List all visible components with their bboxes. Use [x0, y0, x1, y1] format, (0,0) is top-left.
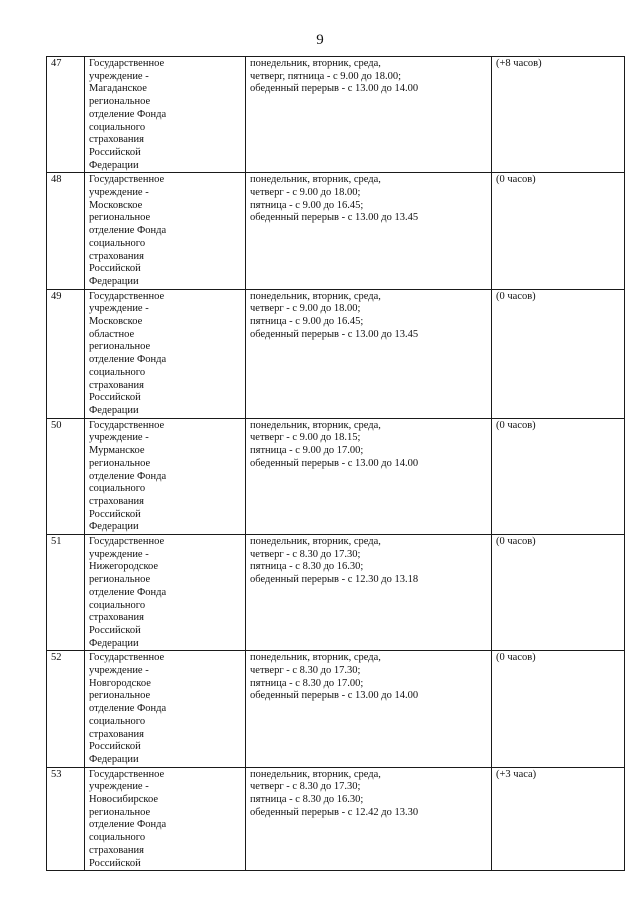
working-hours-line: понедельник, вторник, среда, [250, 768, 381, 780]
time-offset-cell: (+8 часов) [492, 57, 625, 173]
working-hours-line: пятница - с 9.00 до 16.45; [250, 316, 364, 328]
organization-line: социального [89, 121, 146, 133]
working-hours-line: четверг - с 9.00 до 18.00; [250, 187, 361, 199]
working-hours-line: понедельник, вторник, среда, [250, 652, 381, 664]
organization-line: страхования [89, 379, 144, 391]
row-number-cell: 52 [47, 651, 85, 767]
row-number-cell: 47 [47, 57, 85, 173]
working-hours-line: обеденный перерыв - с 13.00 до 14.00 [250, 83, 419, 95]
organization-line: Федерации [89, 521, 139, 533]
working-hours-line: понедельник, вторник, среда, [250, 58, 381, 69]
organization-line: отделение Фонда [89, 819, 167, 831]
organization-line: региональное [89, 341, 151, 353]
organization-line: социального [89, 237, 146, 249]
organization-cell [85, 535, 246, 651]
working-hours-line: понедельник, вторник, среда, [250, 174, 381, 186]
working-hours-line: четверг - с 8.30 до 17.30; [250, 665, 361, 677]
table-row [47, 535, 625, 651]
organization-line: региональное [89, 96, 151, 108]
working-hours-line: пятница - с 8.30 до 16.30; [250, 561, 364, 573]
organization-line: Федерации [89, 159, 139, 171]
organization-line: региональное [89, 212, 151, 224]
organization-line: Российской [89, 508, 141, 520]
working-hours-line: обеденный перерыв - с 13.00 до 14.00 [250, 690, 419, 702]
organization-line: Федерации [89, 637, 139, 649]
working-hours-line: четверг - с 9.00 до 18.00; [250, 303, 361, 315]
organization-line: Новгородское [89, 677, 151, 689]
working-hours-cell [246, 173, 492, 289]
organization-line: социального [89, 483, 146, 495]
schedule-table-body [47, 57, 625, 871]
time-offset-cell: (0 часов) [492, 173, 625, 289]
organization-line: страхования [89, 495, 144, 507]
organization-line: учреждение - [89, 432, 149, 444]
organization-line: региональное [89, 690, 151, 702]
working-hours-line: обеденный перерыв - с 12.30 до 13.18 [250, 574, 419, 586]
organization-line: отделение Фонда [89, 108, 167, 120]
working-hours-line: четверг - с 8.30 до 17.30; [250, 548, 361, 560]
organization-line: учреждение - [89, 187, 149, 199]
organization-line: региональное [89, 457, 151, 469]
working-hours-cell [246, 418, 492, 534]
organization-cell [85, 289, 246, 418]
organization-line: учреждение - [89, 781, 149, 793]
organization-line: Государственное [89, 174, 165, 186]
organization-line: социального [89, 599, 146, 611]
organization-line: страхования [89, 844, 144, 856]
organization-line: Московское [89, 199, 143, 211]
working-hours-line: обеденный перерыв - с 13.00 до 13.45 [250, 212, 419, 224]
organization-line: Государственное [89, 768, 165, 780]
organization-line: учреждение - [89, 303, 149, 315]
organization-line: учреждение - [89, 548, 149, 560]
organization-line: отделение Фонда [89, 354, 167, 366]
working-hours-line: пятница - с 9.00 до 16.45; [250, 199, 364, 211]
organization-line: Московское [89, 316, 143, 328]
working-hours-line: четверг - с 9.00 до 18.15; [250, 432, 361, 444]
organization-cell [85, 651, 246, 767]
working-hours-line: пятница - с 9.00 до 17.00; [250, 445, 364, 457]
organization-line: Нижегородское [89, 561, 159, 573]
organization-cell [85, 57, 246, 173]
organization-line: Российской [89, 741, 141, 753]
organization-cell [85, 418, 246, 534]
working-hours-cell [246, 651, 492, 767]
time-offset-cell: (0 часов) [492, 535, 625, 651]
organization-cell [85, 767, 246, 871]
table-row [47, 289, 625, 418]
working-hours-line: понедельник, вторник, среда, [250, 290, 381, 302]
working-hours-line: четверг, пятница - с 9.00 до 18.00; [250, 70, 402, 82]
table-row [47, 651, 625, 767]
working-hours-cell [246, 289, 492, 418]
row-number-cell: 48 [47, 173, 85, 289]
working-hours-line: обеденный перерыв - с 13.00 до 13.45 [250, 328, 419, 340]
working-hours-line: пятница - с 8.30 до 17.00; [250, 677, 364, 689]
table-row [47, 57, 625, 173]
organization-line: страхования [89, 728, 144, 740]
organization-line: Магаданское [89, 83, 147, 95]
organization-line: Российской [89, 263, 141, 275]
working-hours-cell [246, 57, 492, 173]
organization-line: учреждение - [89, 70, 149, 82]
organization-line: Мурманское [89, 445, 145, 457]
working-hours-line: обеденный перерыв - с 12.42 до 13.30 [250, 806, 419, 818]
organization-line: Новосибирское [89, 794, 158, 806]
organization-line: Российской [89, 392, 141, 404]
organization-line: отделение Фонда [89, 703, 167, 715]
organization-cell [85, 173, 246, 289]
organization-line: социального [89, 366, 146, 378]
table-row [47, 767, 625, 871]
organization-line: Государственное [89, 290, 165, 302]
organization-line: страхования [89, 250, 144, 262]
organization-line: Государственное [89, 419, 165, 431]
working-hours-line: обеденный перерыв - с 13.00 до 14.00 [250, 457, 419, 469]
organization-line: страхования [89, 612, 144, 624]
organization-line: социального [89, 715, 146, 727]
organization-line: Российской [89, 624, 141, 636]
schedule-table [46, 56, 625, 871]
organization-line: Государственное [89, 536, 165, 548]
organization-line: Федерации [89, 753, 139, 765]
row-number-cell: 50 [47, 418, 85, 534]
working-hours-line: понедельник, вторник, среда, [250, 419, 381, 431]
time-offset-cell: (+3 часа) [492, 767, 625, 871]
organization-line: социального [89, 832, 146, 844]
page-number: 9 [316, 32, 324, 48]
organization-line: Государственное [89, 652, 165, 664]
organization-line: областное [89, 328, 135, 340]
organization-line: отделение Фонда [89, 586, 167, 598]
organization-line: страхования [89, 134, 144, 146]
time-offset-cell: (0 часов) [492, 418, 625, 534]
row-number-cell: 49 [47, 289, 85, 418]
working-hours-line: четверг - с 8.30 до 17.30; [250, 781, 361, 793]
organization-line: отделение Фонда [89, 470, 167, 482]
organization-line: Российской [89, 146, 141, 158]
working-hours-line: пятница - с 8.30 до 16.30; [250, 794, 364, 806]
organization-line: Государственное [89, 58, 165, 69]
working-hours-cell [246, 535, 492, 651]
organization-line: Федерации [89, 275, 139, 287]
row-number-cell: 51 [47, 535, 85, 651]
organization-line: отделение Фонда [89, 225, 167, 237]
row-number-cell: 53 [47, 767, 85, 871]
working-hours-cell [246, 767, 492, 871]
table-row [47, 418, 625, 534]
organization-line: Российской [89, 857, 141, 869]
organization-line: учреждение - [89, 665, 149, 677]
table-row [47, 173, 625, 289]
organization-line: региональное [89, 806, 151, 818]
organization-line: Федерации [89, 404, 139, 416]
time-offset-cell: (0 часов) [492, 289, 625, 418]
time-offset-cell: (0 часов) [492, 651, 625, 767]
organization-line: региональное [89, 574, 151, 586]
working-hours-line: понедельник, вторник, среда, [250, 536, 381, 548]
